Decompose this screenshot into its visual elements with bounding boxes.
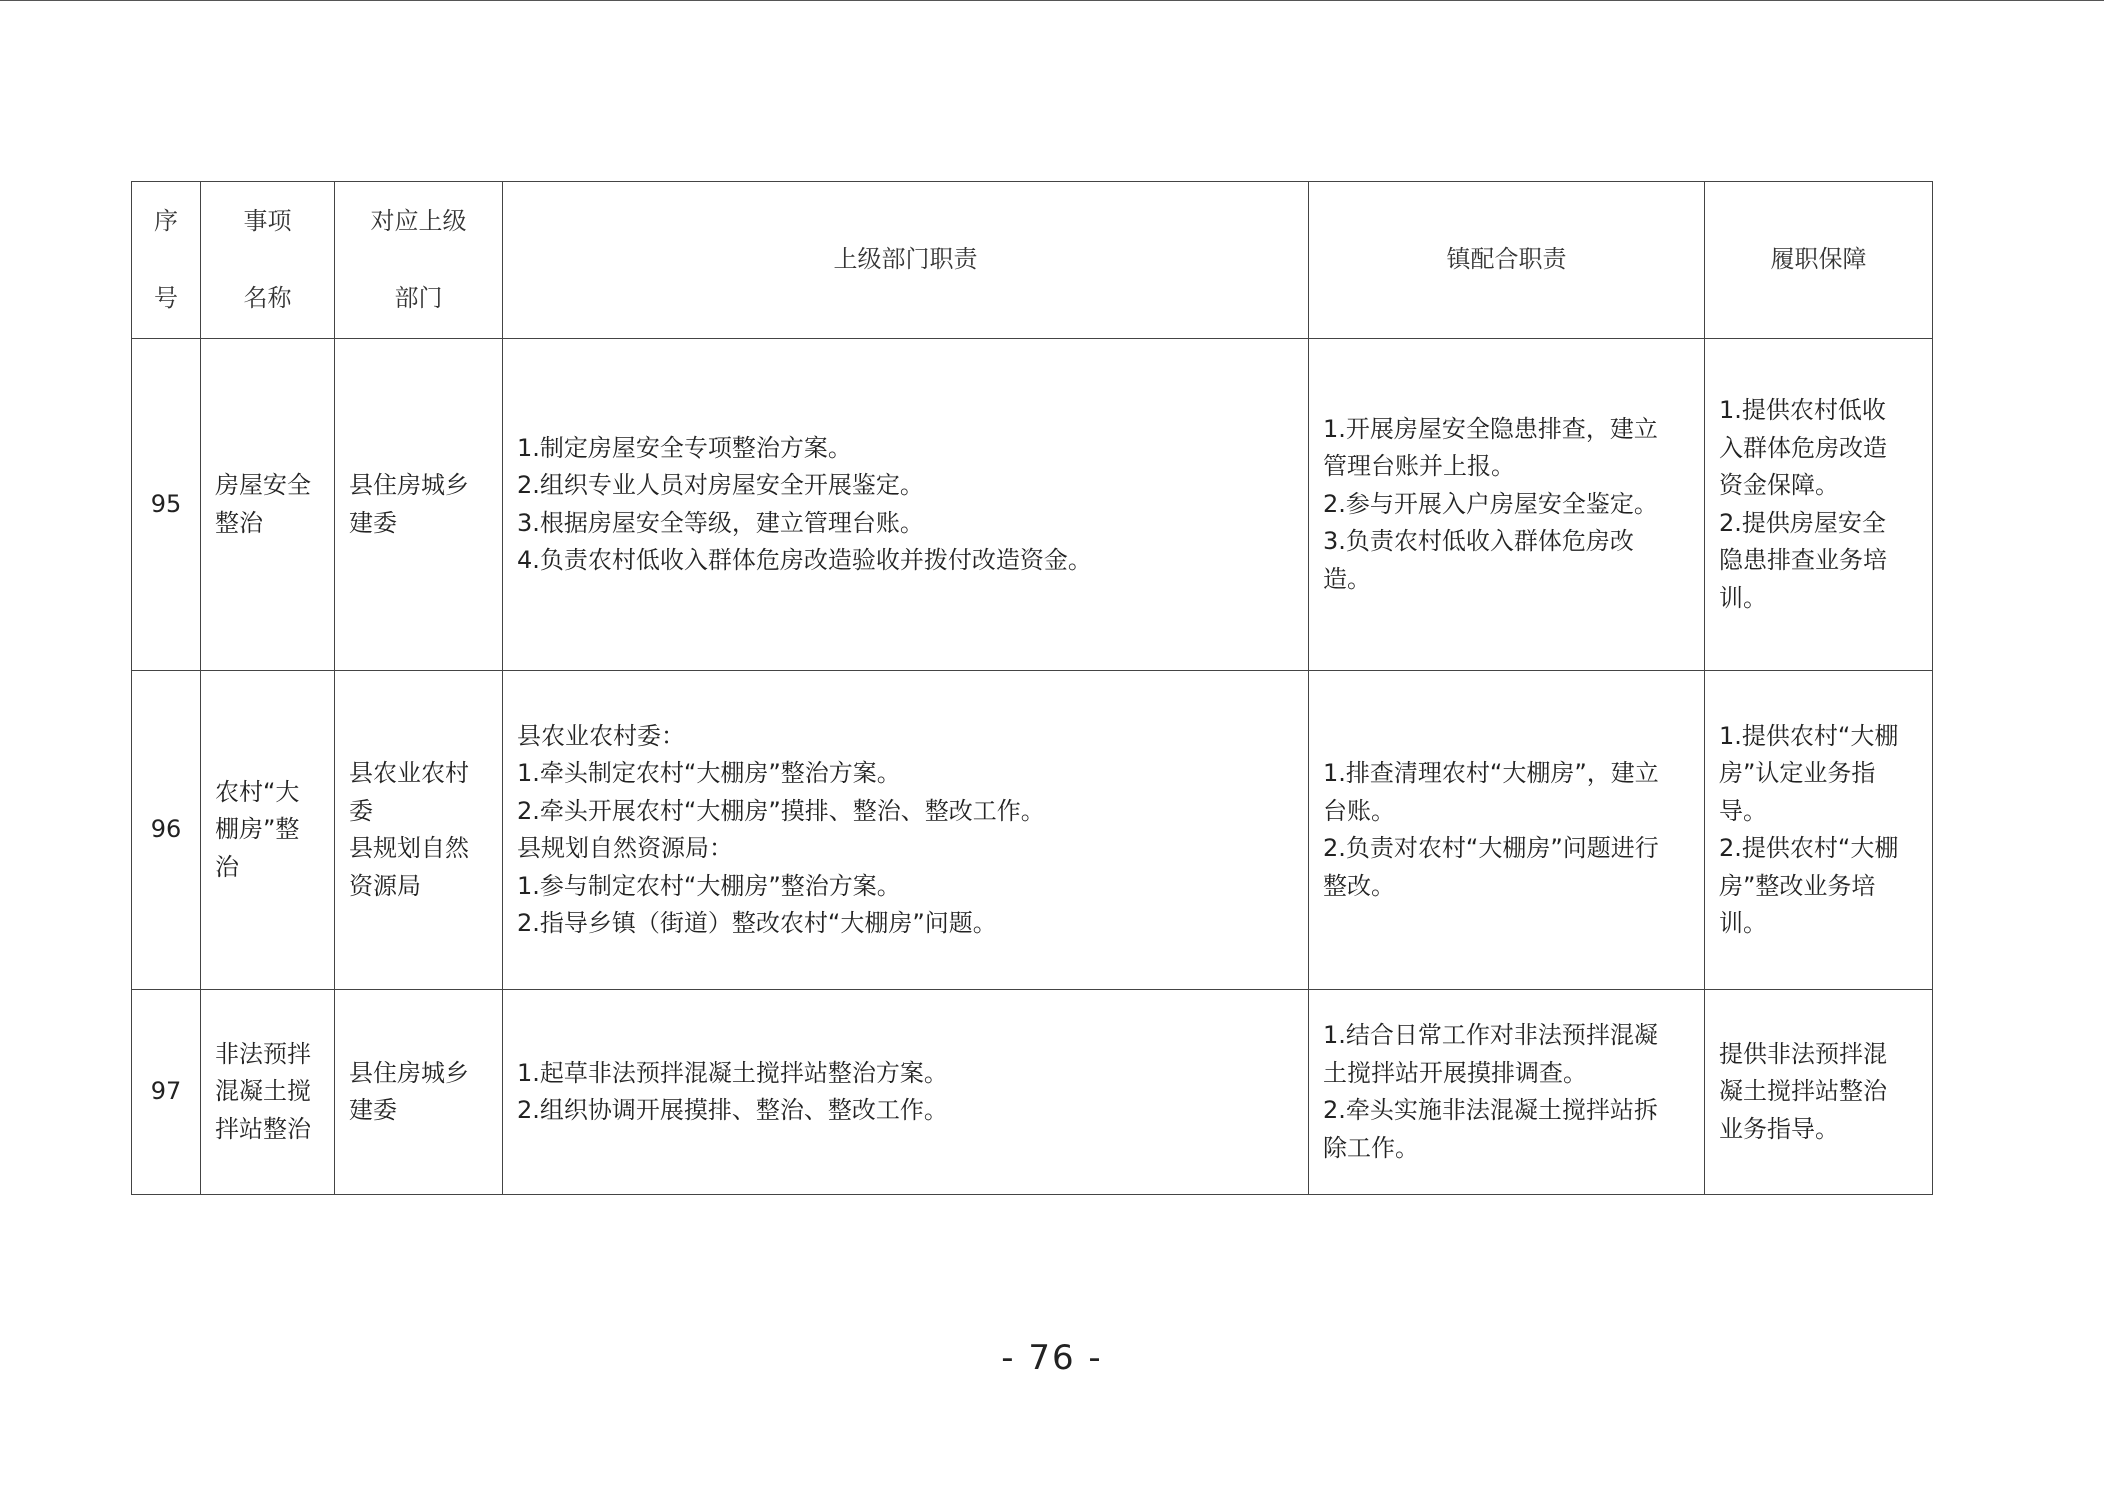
table-header-row [132, 182, 1933, 339]
header-upper-duty: 上级部门职责 [503, 182, 1309, 339]
upper-duty: 1.制定房屋安全专项整治方案。 2.组织专业人员对房屋安全开展鉴定。 3.根据房屋安全等级，建立管理台账。 4.负责农村低收入群体危房改造验收并拨付改造资金。 [503, 339, 1309, 671]
guarantee: 1.提供农村“大棚 房”认定业务指 导。 2.提供农村“大棚 房”整改业务培 训。 [1705, 671, 1933, 990]
item-name: 房屋安全 整治 [201, 339, 335, 671]
top-border-line [0, 0, 2104, 1]
page-number: - 76 - [1001, 1338, 1103, 1378]
town-duty: 1.排查清理农村“大棚房”，建立 台账。 2.负责对农村“大棚房”问题进行 整改。 [1309, 671, 1705, 990]
row-number: 96 [132, 671, 201, 990]
dept-name: 县住房城乡 建委 [335, 339, 503, 671]
item-name: 非法预拌 混凝土搅 拌站整治 [201, 990, 335, 1195]
header-seq: 序 号 [132, 182, 201, 339]
row-number: 95 [132, 339, 201, 671]
table-row [132, 990, 1933, 1195]
upper-duty: 县农业农村委： 1.牵头制定农村“大棚房”整治方案。 2.牵头开展农村“大棚房”摸排、整治、整改工作。 县规划自然资源局： 1.参与制定农村“大棚房”整治方案。 2.指导乡镇（街道）整改农村“大棚房”问题。 [503, 671, 1309, 990]
guarantee: 1.提供农村低收 入群体危房改造 资金保障。 2.提供房屋安全 隐患排查业务培 训。 [1705, 339, 1933, 671]
town-duty: 1.开展房屋安全隐患排查，建立 管理台账并上报。 2.参与开展入户房屋安全鉴定。 3.负责农村低收入群体危房改 造。 [1309, 339, 1705, 671]
guarantee: 提供非法预拌混 凝土搅拌站整治 业务指导。 [1705, 990, 1933, 1195]
header-town-duty: 镇配合职责 [1309, 182, 1705, 339]
header-item-name: 事项 名称 [201, 182, 335, 339]
table-row [132, 339, 1933, 671]
duty-table [131, 181, 1933, 1195]
item-name: 农村“大 棚房”整 治 [201, 671, 335, 990]
row-number: 97 [132, 990, 201, 1195]
header-guarantee: 履职保障 [1705, 182, 1933, 339]
dept-name: 县农业农村 委 县规划自然 资源局 [335, 671, 503, 990]
header-dept: 对应上级 部门 [335, 182, 503, 339]
dept-name: 县住房城乡 建委 [335, 990, 503, 1195]
upper-duty: 1.起草非法预拌混凝土搅拌站整治方案。 2.组织协调开展摸排、整治、整改工作。 [503, 990, 1309, 1195]
table-row [132, 671, 1933, 990]
town-duty: 1.结合日常工作对非法预拌混凝 土搅拌站开展摸排调查。 2.牵头实施非法混凝土搅拌站拆 除工作。 [1309, 990, 1705, 1195]
